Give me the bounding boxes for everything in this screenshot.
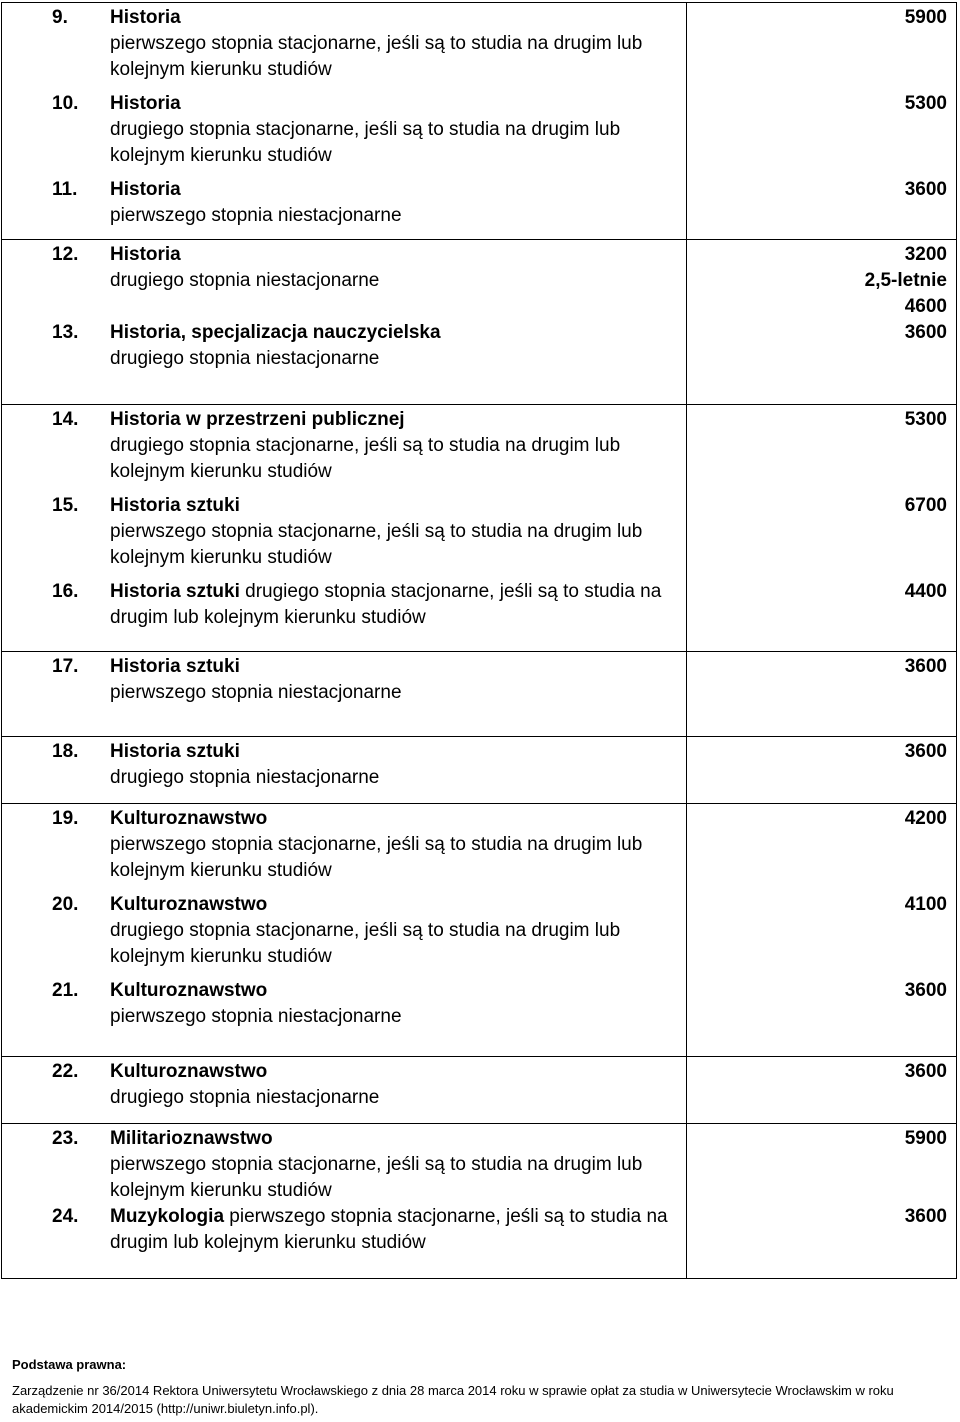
fee-cell (687, 1124, 956, 1278)
entry-number: 21. (52, 980, 79, 1001)
program-entry (2, 493, 682, 579)
program-name: Historia (110, 244, 181, 265)
fee-value: 5900 (904, 7, 947, 28)
fee-value: 5900 (904, 1128, 947, 1149)
entry-number: 19. (52, 808, 79, 829)
program-mode: pierwszego stopnia stacjonarne, jeśli są to studia na drugim lub kolejnym kierunku studiów (110, 521, 643, 568)
program-mode: pierwszego stopnia niestacjonarne (110, 1006, 402, 1027)
program-cell (2, 1124, 687, 1278)
program-name: Historia sztuki (110, 581, 240, 602)
program-mode: pierwszego stopnia stacjonarne, jeśli są to studia na drugim lub kolejnym kierunku studiów (110, 1154, 643, 1201)
program-mode: drugiego stopnia stacjonarne, jeśli są to studia na drugim lub kolejnym kierunku studiów (110, 920, 621, 967)
fee-value: 4100 (904, 894, 947, 915)
entry-number: 9. (52, 7, 68, 28)
table-row (1, 405, 957, 652)
fee-value: 3600 (904, 1061, 947, 1082)
program-mode: pierwszego stopnia niestacjonarne (110, 205, 402, 226)
fee-cell (687, 405, 956, 651)
program-entry (2, 579, 682, 647)
entry-number: 11. (52, 179, 78, 200)
program-name: Kulturoznawstwo (110, 894, 268, 915)
entry-number: 14. (52, 409, 79, 430)
fee-value: 3600 (904, 322, 947, 343)
fee-value: 3600 (904, 179, 947, 200)
program-entry (2, 806, 682, 892)
program-entry (2, 242, 682, 320)
program-name: Historia (110, 7, 181, 28)
table-row (1, 1124, 957, 1279)
program-mode: pierwszego stopnia stacjonarne, jeśli są to studia na drugim lub kolejnym kierunku studiów (110, 33, 643, 80)
fee-note: 2,5-letnie (864, 270, 947, 291)
entry-number: 10. (52, 93, 79, 114)
entry-number: 15. (52, 495, 79, 516)
fee-value: 3200 (904, 244, 947, 265)
fee-value: 5300 (904, 409, 947, 430)
fee-cell (687, 804, 956, 1056)
program-entry (2, 892, 682, 978)
fee-cell (687, 1057, 956, 1123)
program-entry (2, 739, 682, 799)
program-mode: pierwszego stopnia stacjonarne, jeśli są to studia na drugim lub kolejnym kierunku studiów (110, 1206, 668, 1253)
program-mode: drugiego stopnia stacjonarne, jeśli są to studia na drugim lub kolejnym kierunku studiów (110, 581, 662, 628)
table-row (1, 737, 957, 804)
fee-value: 5300 (904, 93, 947, 114)
program-mode: drugiego stopnia stacjonarne, jeśli są to studia na drugim lub kolejnym kierunku studiów (110, 119, 621, 166)
entry-number: 20. (52, 894, 79, 915)
program-name: Historia, specjalizacja nauczycielska (110, 322, 441, 343)
table-row (1, 2, 957, 240)
program-entry (2, 978, 682, 1052)
program-cell (2, 1057, 687, 1123)
entry-number: 22. (52, 1061, 79, 1082)
program-name: Historia sztuki (110, 495, 240, 516)
program-name: Kulturoznawstwo (110, 980, 268, 1001)
legal-basis-text: Zarządzenie nr 36/2014 Rektora Uniwersytetu Wrocławskiego z dnia 28 marca 2014 roku w sprawie opłat za studia w Uniwersytecie Wrocławskim w roku akademickim 2014/2015 (http://uniwr.biuletyn.info.pl). (12, 1383, 894, 1416)
program-mode: pierwszego stopnia niestacjonarne (110, 682, 402, 703)
program-cell (2, 652, 687, 736)
fees-table (1, 2, 957, 1279)
fee-value: 4200 (904, 808, 947, 829)
program-name: Muzykologia (110, 1206, 225, 1227)
fee-cell (687, 3, 956, 239)
fee-value: 6700 (904, 495, 947, 516)
program-entry (2, 5, 682, 91)
program-cell (2, 3, 687, 239)
program-entry (2, 320, 682, 400)
fee-value: 3600 (904, 656, 947, 677)
fee-value: 3600 (904, 980, 947, 1001)
program-name: Historia (110, 93, 181, 114)
program-mode: drugiego stopnia niestacjonarne (110, 767, 380, 788)
program-name: Historia (110, 179, 181, 200)
program-name: Historia sztuki (110, 656, 240, 677)
program-mode: drugiego stopnia niestacjonarne (110, 270, 380, 291)
fee-cell (687, 240, 956, 404)
entry-number: 12. (52, 244, 79, 265)
program-mode: pierwszego stopnia stacjonarne, jeśli są to studia na drugim lub kolejnym kierunku studiów (110, 834, 643, 881)
program-name: Historia sztuki (110, 741, 240, 762)
program-entry (2, 91, 682, 177)
program-entry (2, 1204, 682, 1274)
entry-number: 17. (52, 656, 79, 677)
program-cell (2, 804, 687, 1056)
program-entry (2, 177, 682, 235)
table-row (1, 804, 957, 1057)
program-cell (2, 737, 687, 803)
program-entry (2, 1059, 682, 1119)
program-mode: drugiego stopnia stacjonarne, jeśli są to studia na drugim lub kolejnym kierunku studiów (110, 435, 621, 482)
fee-value: 4600 (904, 296, 947, 317)
program-name: Kulturoznawstwo (110, 808, 268, 829)
table-row (1, 652, 957, 737)
fee-cell (687, 652, 956, 736)
fee-value: 3600 (904, 1206, 947, 1227)
program-name: Historia w przestrzeni publicznej (110, 409, 405, 430)
program-mode: drugiego stopnia niestacjonarne (110, 1087, 380, 1108)
entry-number: 16. (52, 581, 79, 602)
program-cell (2, 405, 687, 651)
entry-number: 18. (52, 741, 79, 762)
fee-value: 3600 (904, 741, 947, 762)
entry-number: 23. (52, 1128, 79, 1149)
program-mode: drugiego stopnia niestacjonarne (110, 348, 380, 369)
program-name: Kulturoznawstwo (110, 1061, 268, 1082)
program-entry (2, 1126, 682, 1204)
program-cell (2, 240, 687, 404)
fee-cell (687, 737, 956, 803)
legal-basis-label: Podstawa prawna: (12, 1357, 127, 1372)
entry-number: 24. (52, 1206, 79, 1227)
fee-value: 4400 (904, 581, 947, 602)
table-row (1, 1057, 957, 1124)
program-entry (2, 407, 682, 493)
program-entry (2, 654, 682, 732)
table-row (1, 240, 957, 405)
program-name: Militarioznawstwo (110, 1128, 273, 1149)
entry-number: 13. (52, 322, 79, 343)
legal-basis-footer (12, 1356, 952, 1418)
